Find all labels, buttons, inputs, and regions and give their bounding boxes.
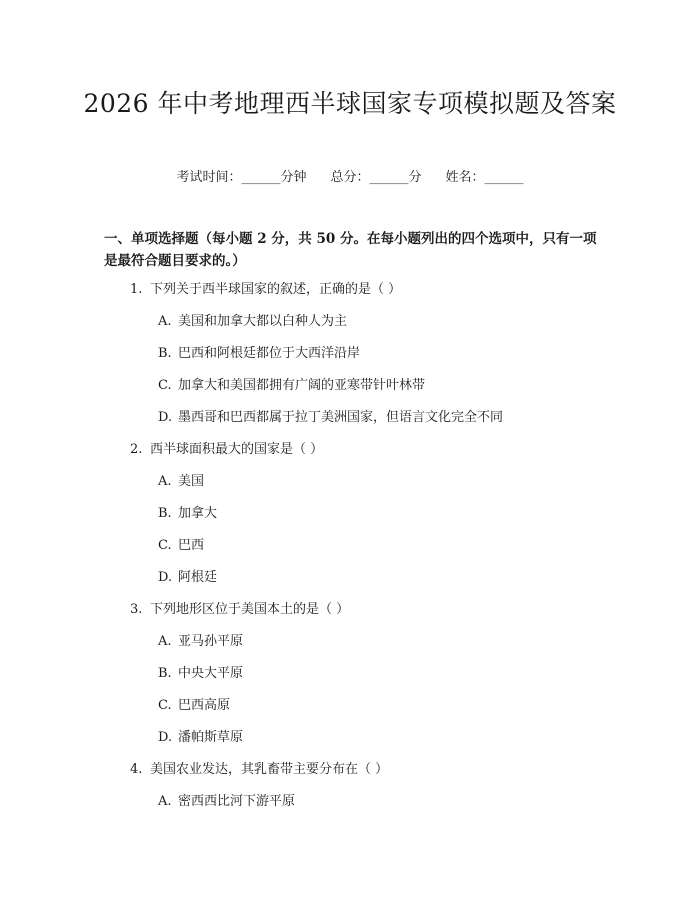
question-2-option-a xyxy=(158,472,204,492)
option-letter: A. xyxy=(158,794,172,809)
option-letter: C. xyxy=(158,378,172,393)
question-number: 4. xyxy=(130,762,143,777)
option-text: 巴西高原 xyxy=(178,698,231,713)
exam-time-field: 考试时间：______分钟 xyxy=(176,170,307,185)
option-text: 密西西比河下游平原 xyxy=(178,794,296,809)
question-number: 3. xyxy=(130,602,143,617)
option-text: 加拿大和美国都拥有广阔的亚寒带针叶林带 xyxy=(178,378,426,393)
option-letter: B. xyxy=(158,346,172,361)
question-3-option-d xyxy=(158,728,243,748)
option-text: 阿根廷 xyxy=(178,570,218,585)
question-text: 西半球面积最大的国家是（ ） xyxy=(150,442,324,457)
option-letter: C. xyxy=(158,538,172,553)
question-3 xyxy=(130,600,349,620)
question-2-option-b xyxy=(158,504,217,524)
option-letter: B. xyxy=(158,506,172,521)
option-letter: A. xyxy=(158,474,172,489)
question-3-option-a xyxy=(158,632,243,652)
option-letter: D. xyxy=(158,730,173,745)
option-letter: D. xyxy=(158,410,173,425)
option-letter: A. xyxy=(158,634,172,649)
question-2-option-d xyxy=(158,568,217,588)
question-1-option-c xyxy=(158,376,425,396)
question-1-option-d xyxy=(158,408,503,428)
option-text: 墨西哥和巴西都属于拉丁美洲国家，但语言文化完全不同 xyxy=(178,410,504,425)
question-2-option-c xyxy=(158,536,204,556)
option-text: 美国 xyxy=(178,474,205,489)
page-title: 2026 年中考地理西半球国家专项模拟题及答案 xyxy=(83,89,617,118)
question-4-option-a xyxy=(158,792,295,812)
option-letter: C. xyxy=(158,698,172,713)
option-text: 加拿大 xyxy=(178,506,218,521)
question-1-option-a xyxy=(158,312,347,332)
total-score-field: 总分：______分 xyxy=(330,170,422,185)
section-heading: 一、单项选择题（每小题 2 分，共 50 分。在每小题列出的四个选项中，只有一项是最符合题目要求的。） xyxy=(104,231,597,269)
option-letter: A. xyxy=(158,314,172,329)
question-4 xyxy=(130,760,388,780)
question-text: 美国农业发达，其乳畜带主要分布在（ ） xyxy=(150,762,389,777)
question-3-option-c xyxy=(158,696,230,716)
name-field: 姓名：______ xyxy=(445,170,524,185)
question-number: 1. xyxy=(130,282,143,297)
option-text: 亚马孙平原 xyxy=(178,634,244,649)
option-text: 美国和加拿大都以白种人为主 xyxy=(178,314,348,329)
question-2 xyxy=(130,440,323,460)
option-text: 中央大平原 xyxy=(178,666,244,681)
question-text: 下列地形区位于美国本土的是（ ） xyxy=(150,602,350,617)
question-3-option-b xyxy=(158,664,243,684)
exam-info-line xyxy=(0,168,700,188)
question-1-option-b xyxy=(158,344,360,364)
question-text: 下列关于西半球国家的叙述，正确的是（ ） xyxy=(150,282,402,297)
question-number: 2. xyxy=(130,442,143,457)
option-text: 巴西和阿根廷都位于大西洋沿岸 xyxy=(178,346,361,361)
question-1 xyxy=(130,280,401,300)
option-letter: D. xyxy=(158,570,173,585)
option-text: 巴西 xyxy=(178,538,205,553)
option-letter: B. xyxy=(158,666,172,681)
option-text: 潘帕斯草原 xyxy=(178,730,244,745)
